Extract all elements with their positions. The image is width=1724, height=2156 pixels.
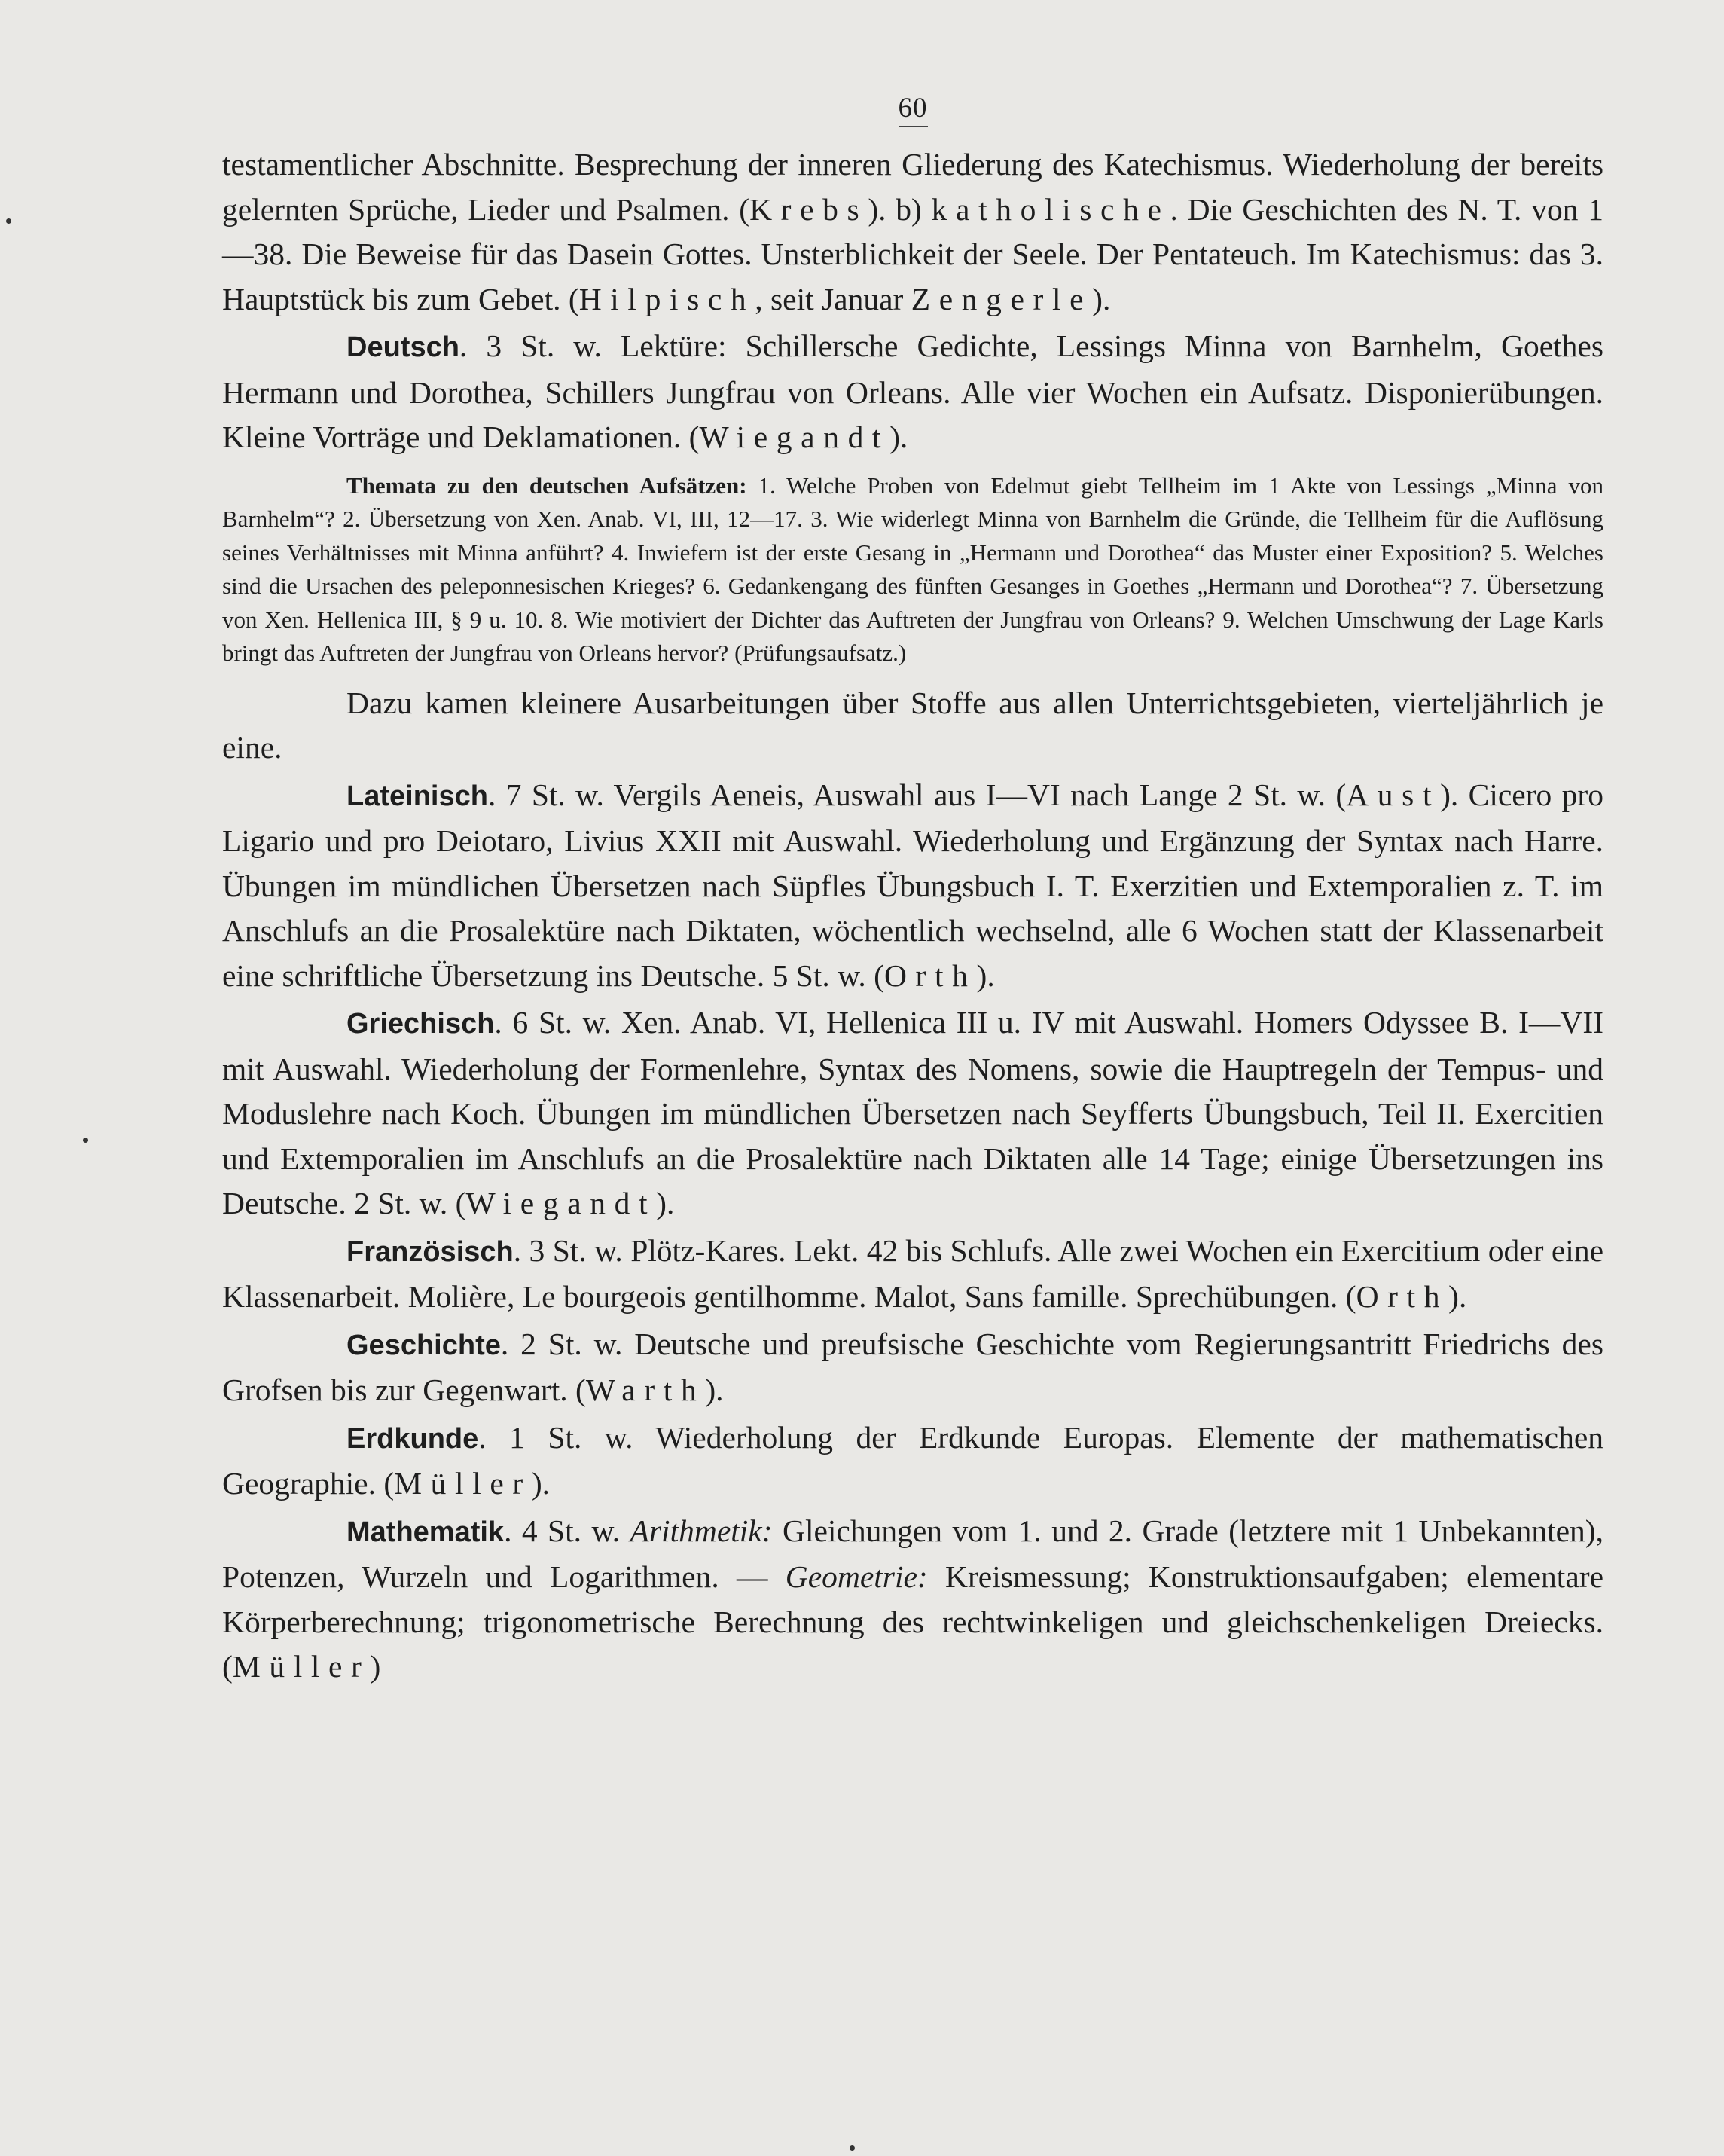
confession-label: katholische — [931, 191, 1170, 227]
scan-speck — [6, 218, 11, 224]
scan-speck — [850, 2145, 855, 2151]
subject-heading: Erdkunde — [346, 1422, 479, 1455]
topic-label: Arithmetik: — [630, 1513, 773, 1548]
teacher-name: Hilpisch — [578, 281, 755, 316]
latein-paragraph: Lateinisch. 7 St. w. Vergils Aeneis, Auswahl aus I—VI nach Lange 2 St. w. (Aust). Cicero pro Ligario und pro Deiotaro, Livius XXII mit Auswahl. Wiederholung und Ergänzung der Syntax nach Harre. Übungen im mündlichen Übersetzen nach Süpfles Übungsbuch I. T. Exerzitien und Extemporalien z. T. im Anschlufs an die Prosalektüre nach Diktaten, wöchentlich wechselnd, alle 6 Wochen statt der Klassenarbeit eine schriftliche Übersetzung ins Deutsche. 5 St. w. (Orth). — [222, 777, 1603, 993]
dazu-paragraph: Dazu kamen kleinere Ausarbeitungen über Stoffe aus allen Unterrichtsgebieten, vierteljährlich je eine. — [222, 685, 1603, 765]
subject-heading: Französisch — [346, 1235, 514, 1268]
teacher-name: Wiegandt — [465, 1186, 657, 1220]
subject-heading: Geschichte — [346, 1329, 501, 1361]
teacher-name: Müller — [232, 1649, 371, 1684]
subject-heading: Deutsch — [346, 331, 459, 363]
geschichte-paragraph: Geschichte. 2 St. w. Deutsche und preufsische Geschichte vom Regierungsantritt Friedrichs des Grofsen bis zur Gegenwart. (Warth). — [222, 1326, 1603, 1407]
scan-speck — [83, 1138, 88, 1143]
deutsch-paragraph: Deutsch. 3 St. w. Lektüre: Schillersche Gedichte, Lessings Minna von Barnhelm, Goethes Hermann und Dorothea, Schillers Jungfrau von Orleans. Alle vier Wochen ein Aufsatz. Disponierübungen. Kleine Vorträge und Deklamationen. (Wiegandt). — [222, 328, 1603, 454]
teacher-name: Aust — [1346, 777, 1441, 812]
teacher-name: Orth — [883, 957, 977, 993]
teacher-name: Warth — [585, 1373, 706, 1407]
teacher-name: Krebs — [749, 191, 868, 227]
teacher-name: Wiegandt — [699, 420, 890, 454]
griechisch-paragraph: Griechisch. 6 St. w. Xen. Anab. VI, Hellenica III u. IV mit Auswahl. Homers Odyssee B. I—VII mit Auswahl. Wiederholung der Formenlehre, Syntax des Nomens, sowie die Hauptregeln der Tempus- und Moduslehre nach Koch. Übungen im mündlichen Übersetzen nach Seyfferts Übungsbuch, Teil II. Exercitien und Extemporalien im Anschlufs an die Prosalektüre nach Diktaten alle 14 Tage; einige Übersetzungen ins Deutsche. 2 St. w. (Wiegandt). — [222, 1005, 1603, 1220]
teacher-name: Müller — [394, 1466, 532, 1501]
subject-heading: Lateinisch — [346, 780, 488, 812]
religion-paragraph: testamentlicher Abschnitte. Besprechung der inneren Gliederung des Katechismus. Wiederholung der bereits gelernten Sprüche, Lieder und Psalmen. (Krebs). b) katholische. Die Geschichten des N. T. von 1—38. Die Beweise für das Dasein Gottes. Unsterblichkeit der Seele. Der Pentateuch. Im Katechismus: das 3. Hauptstück bis zum Gebet. (Hilpisch, seit Januar Zengerle). — [222, 147, 1604, 316]
teacher-name: Zengerle — [911, 281, 1093, 316]
essay-topics — [222, 469, 1603, 670]
topic-label: Geometrie: — [785, 1559, 928, 1594]
subject-heading: Griechisch — [346, 1008, 495, 1040]
franzoesisch-paragraph: Französisch. 3 St. w. Plötz-Kares. Lekt. 42 bis Schlufs. Alle zwei Wochen ein Exercitium oder eine Klassenarbeit. Molière, Le bourgeois gentilhomme. Malot, Sans famille. Sprechübungen. (Orth). — [222, 1232, 1603, 1314]
essay-topics-lead: Themata zu den deutschen Aufsätzen: — [346, 472, 747, 499]
subject-heading: Mathematik — [346, 1516, 505, 1548]
essay-topics-paragraph: Themata zu den deutschen Aufsätzen: 1. Welche Proben von Edelmut giebt Tellheim im 1 Akte von Lessings „Minna von Barnhelm“? 2. Übersetzung von Xen. Anab. VI, III, 12—17. 3. Wie widerlegt Minna von Barnhelm die Gründe, die Tellheim für die Auflösung seines Verhältnisses mit Minna anführt? 4. Inwiefern ist der erste Gesang in „Hermann und Dorothea“ das Muster einer Exposition? 5. Welches sind die Ursachen des peleponnesischen Krieges? 6. Gedankengang des fünften Gesanges in Goethes „Hermann und Dorothea“? 7. Übersetzung von Xen. Hellenica III, § 9 u. 10. 8. Wie motiviert der Dichter das Auftreten der Jungfrau von Orleans? 9. Welchen Umschwung der Lage Karls bringt das Auftreten der Jungfrau von Orleans hervor? (Prüfungsaufsatz.) — [222, 472, 1603, 666]
erdkunde-paragraph: Erdkunde. 1 St. w. Wiederholung der Erdkunde Europas. Elemente der mathematischen Geographie. (Müller). — [222, 1419, 1603, 1501]
main-text — [222, 142, 1603, 1690]
mathematik-paragraph: Mathematik. 4 St. w. Arithmetik: Gleichungen vom 1. und 2. Grade (letztere mit 1 Unbekannten), Potenzen, Wurzeln und Logarithmen. — Geometrie: Kreismessung; Konstruktionsaufgaben; elementare Körperberechnung; trigonometrische Berechnung des rechtwinkeligen und gleichschenkeligen Dreiecks. (Müller) — [222, 1513, 1603, 1684]
teacher-name: Orth — [1356, 1279, 1449, 1314]
page-number: 60 — [222, 92, 1603, 127]
